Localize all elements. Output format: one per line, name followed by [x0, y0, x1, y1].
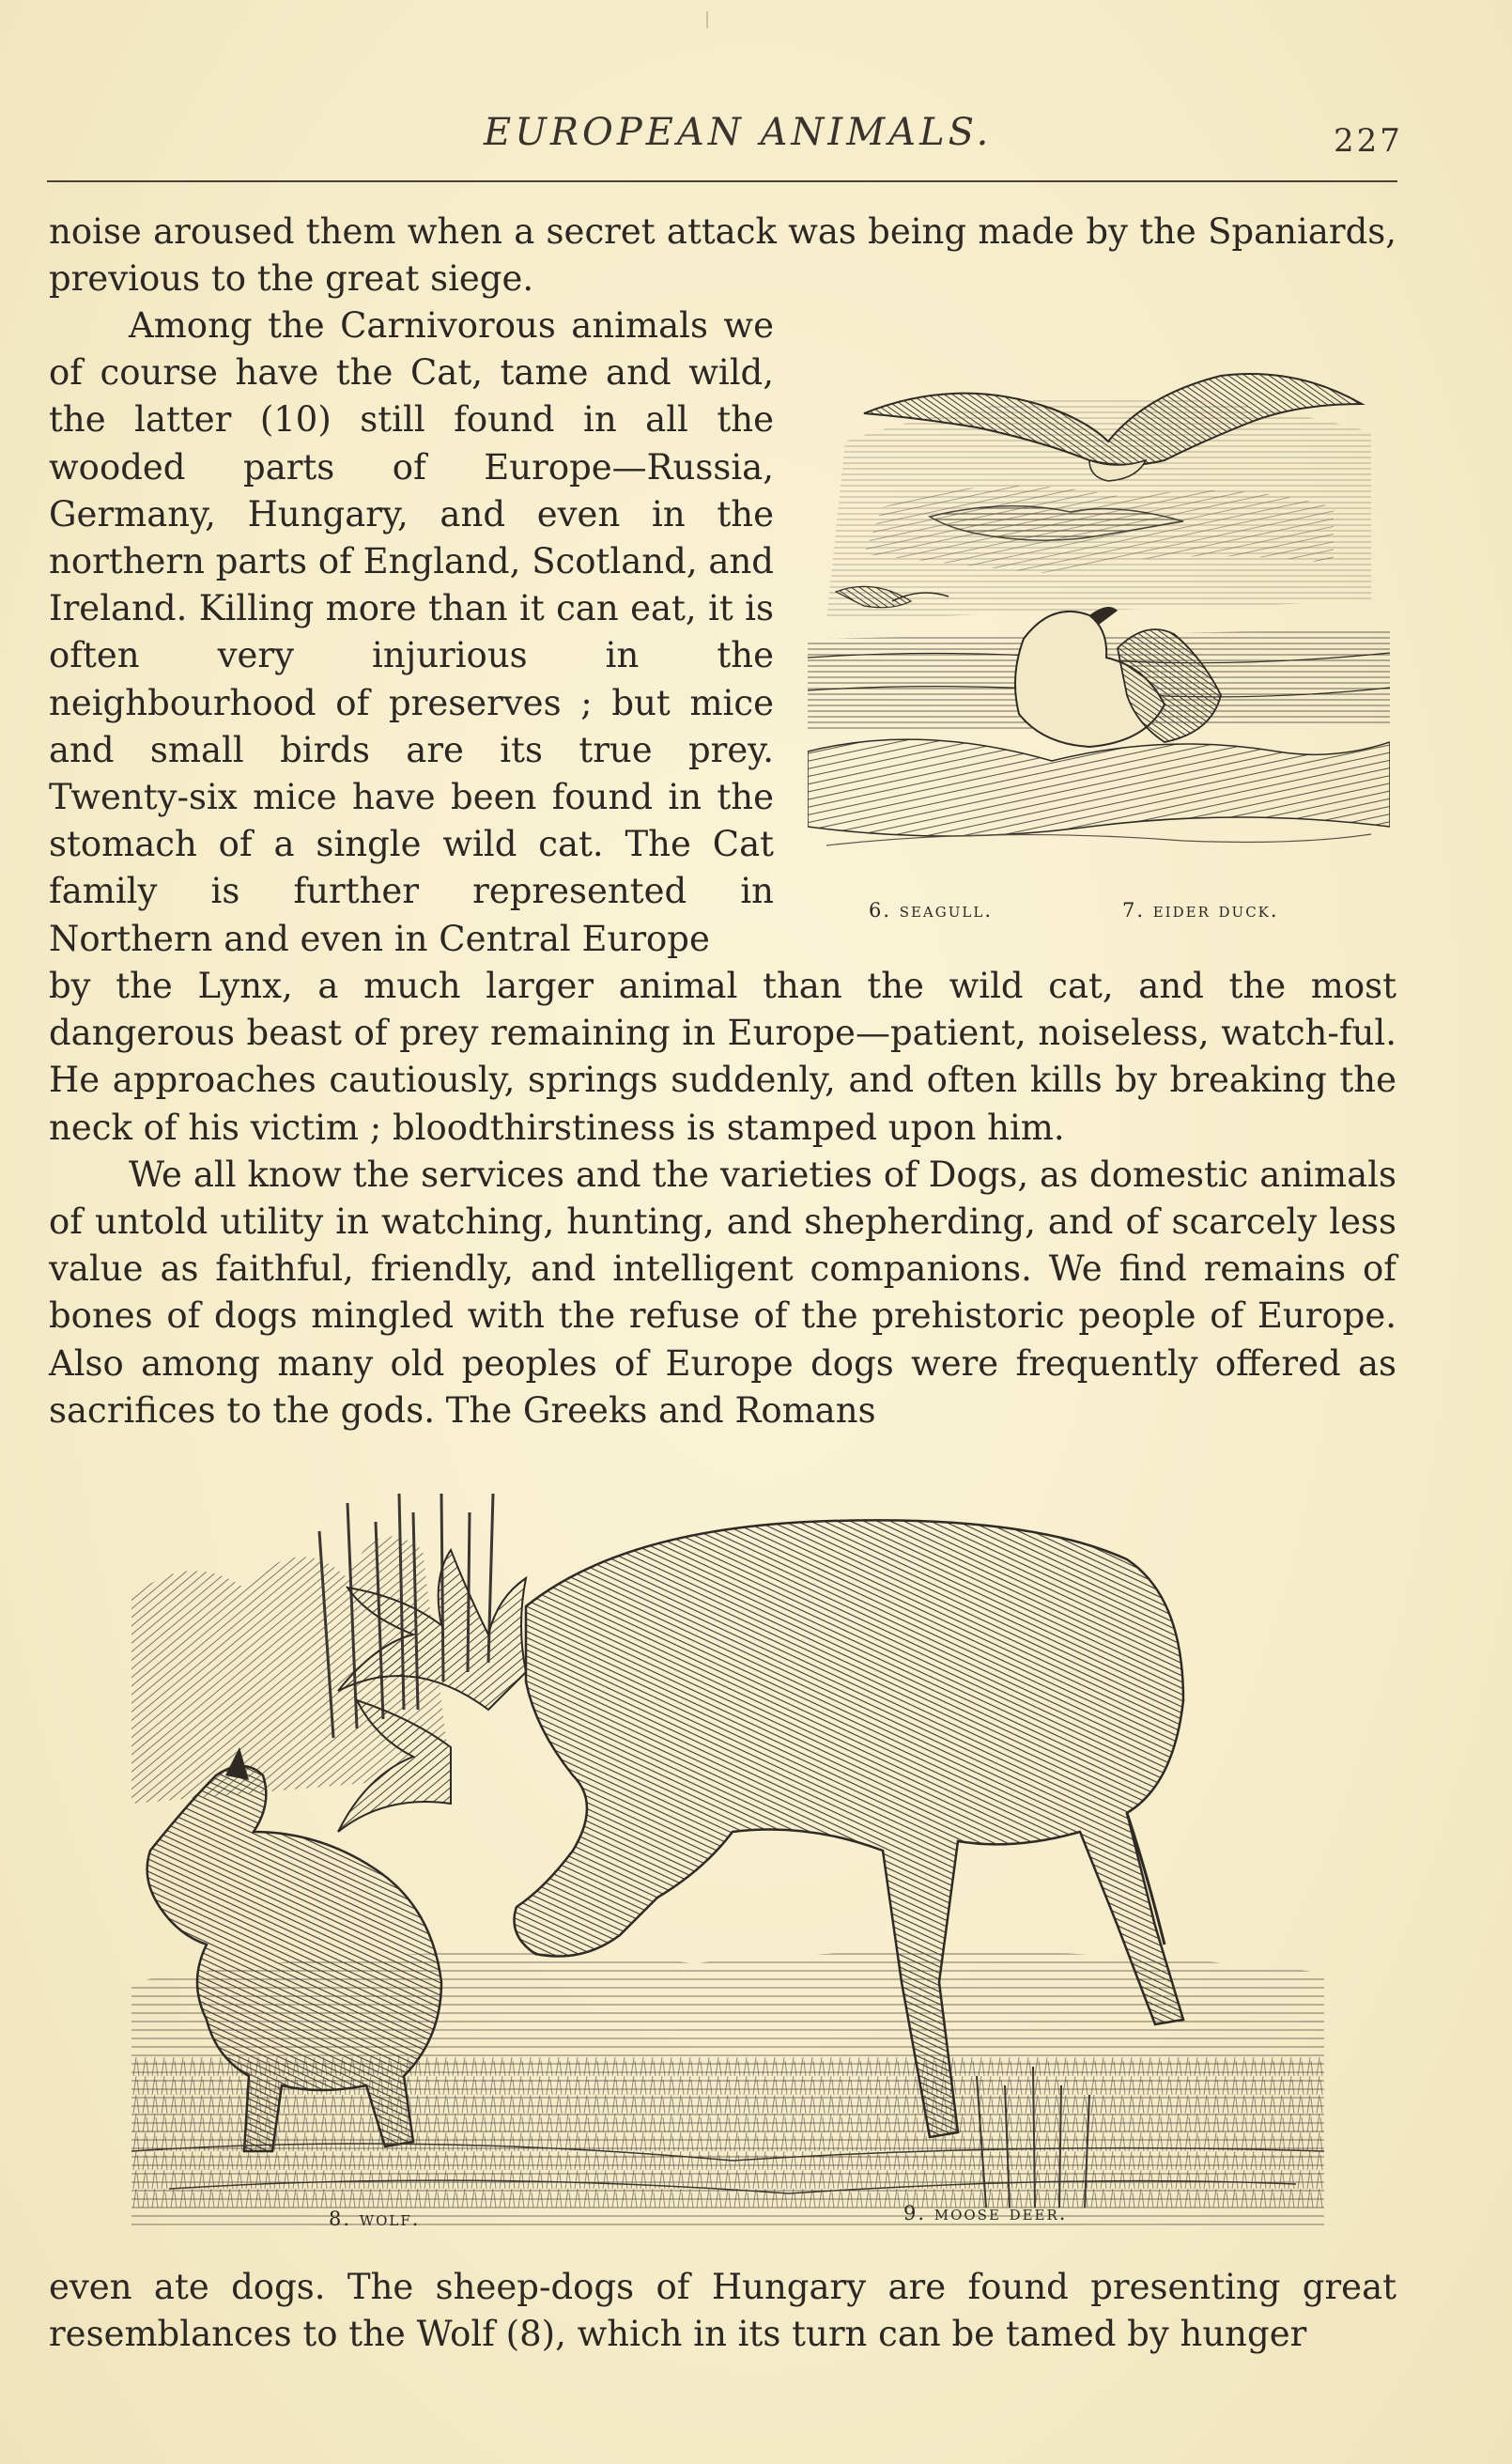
text-block-beside-figure [49, 302, 774, 963]
text-block-bottom [49, 2264, 1396, 2358]
wolf-moose-engraving [131, 1494, 1324, 2226]
birds-engraving [808, 319, 1390, 883]
wolf-moose-illustration [131, 1494, 1324, 2226]
paragraph-cat: Among the Carnivorous animals we of course have the Cat, tame and wild, the latter (10) still found in all the wooded parts of Europe—Russia, Germany, Hungary, and even in the northern parts of England, Scotland, and Ireland. Killing more than it can eat, it is often very injurious in the neighbourhood of preserves ; but mice and small birds are its true prey. Twenty-six mice have been found in the stomach of a single wild cat. The Cat family is further represented in Northern and even in Central Europe [49, 305, 774, 959]
running-head [0, 111, 1512, 167]
text-block-full-width [49, 963, 1396, 1434]
paragraph-lynx: by the Lynx, a much larger animal than the wild cat, and the most dangerous beast of prey remaining in Europe—patient, noiseless, watch-ful. He approaches cautiously, springs suddenly, and often kills by breaking the neck of his victim ; bloodthirstiness is stamped upon him. [49, 966, 1396, 1148]
paragraph-dogs: We all know the services and the varieties of Dogs, as domestic animals of untold utility in watching, hunting, and shepherding, and of scarcely less value as faithful, friendly, and intelligent companions. We find remains of bones of dogs mingled with the refuse of the prehistoric people of Europe. Also among many old peoples of Europe dogs were frequently offered as sacrifices to the gods. The Greeks and Romans [49, 1154, 1396, 1431]
paper-speck [706, 11, 708, 28]
caption-eider-duck: 7. eider duck. [1122, 899, 1279, 922]
caption-moose-deer: 9. moose deer. [903, 2202, 1068, 2224]
caption-seagull: 6. seagull. [869, 899, 993, 922]
header-rule [47, 180, 1397, 182]
page-number: 227 [1334, 122, 1403, 160]
running-title: EUROPEAN ANIMALS. [484, 111, 993, 154]
text-block-top [49, 209, 1396, 302]
paragraph-continuation: noise aroused them when a secret attack was being made by the Spaniards, previous to the great siege. [49, 211, 1396, 300]
seagull-eider-illustration [808, 319, 1390, 883]
caption-wolf: 8. wolf. [329, 2208, 421, 2230]
paragraph-continued: even ate dogs. The sheep-dogs of Hungary are found presenting great resemblances to the Wolf (8), which in its turn can be tamed by hunger [49, 2267, 1396, 2355]
